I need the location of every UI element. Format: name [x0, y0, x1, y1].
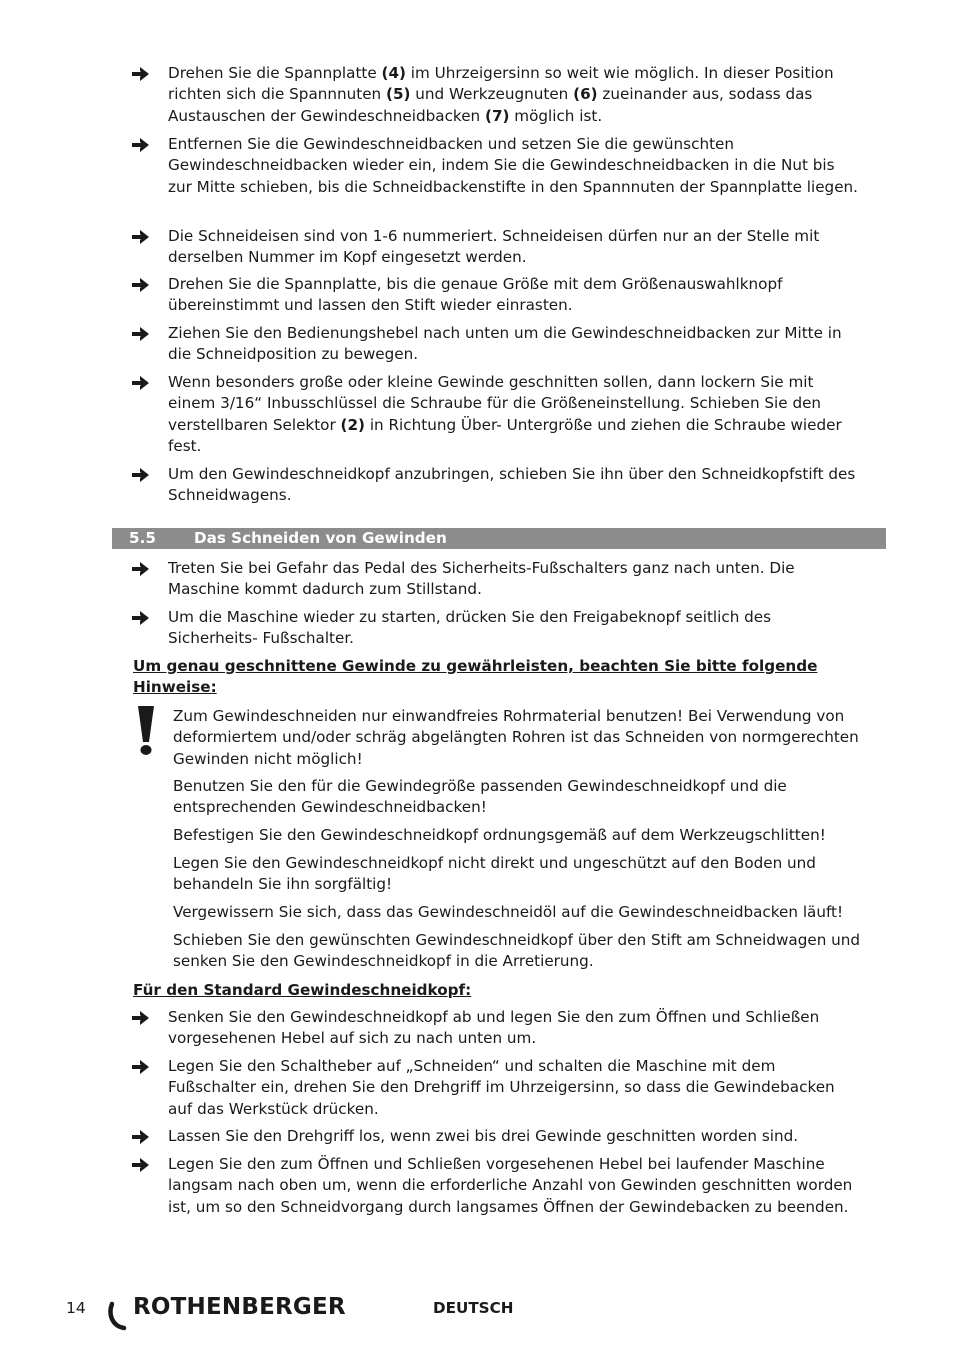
bullet-standard-text	[168, 1126, 862, 1147]
text-segment: und Werkzeugnuten	[410, 85, 574, 104]
part-reference: (5)	[386, 85, 411, 104]
warning-text: Zum Gewindeschneiden nur einwandfreies Rohrmaterial benutzen! Bei Verwendung von deformiertem und/oder schräg abgelängten Rohren ist das Schneiden von normgerechten Gewinden nicht möglich!	[173, 707, 859, 768]
text-segment: Lassen Sie den Drehgriff los, wenn zwei bis drei Gewinde geschnitten worden sind.	[168, 1127, 799, 1145]
text-segment: Ziehen Sie den Bedienungshebel nach unten um die Gewindeschneidbacken zur Mitte in die Schneidposition zu bewegen.	[168, 324, 842, 364]
brand-name: ROTHENBERGER	[133, 1294, 346, 1320]
language-label: DEUTSCH	[433, 1299, 514, 1317]
text-segment: Die Schneideisen sind von 1-6 nummeriert. Schneideisen dürfen nur an der Stelle mit derselben Nummer im Kopf eingesetzt werden.	[168, 227, 820, 267]
part-reference: (7)	[485, 106, 510, 125]
bullet-standard-text	[168, 1154, 862, 1218]
text-segment: Drehen Sie die Spannplatte	[168, 64, 382, 82]
bullet-top-item	[132, 274, 862, 317]
warning-text: Vergewissern Sie sich, dass das Gewindeschneidöl auf die Gewindeschneidbacken läuft!	[173, 903, 844, 921]
text-segment: in Richtung Über- Untergröße und ziehen die Schraube wieder fest.	[168, 415, 842, 455]
bullet-section-text	[168, 558, 862, 601]
arrow-right-icon	[132, 468, 150, 482]
bullet-top-item	[132, 323, 862, 366]
bullet-section-text	[168, 607, 862, 650]
arrow-right-icon	[132, 138, 150, 152]
section-title: Das Schneiden von Gewinden	[194, 529, 447, 547]
bullet-top-item	[132, 464, 862, 507]
text-segment: im Uhrzeigersinn so weit wie möglich. In dieser Position richten sich die Spannnuten	[168, 64, 834, 104]
bullet-standard-item	[132, 1154, 862, 1218]
text-segment: Legen Sie den zum Öffnen und Schließen vorgesehenen Hebel bei laufender Maschine langsam nach oben um, wenn die erforderliche Anzahl von Gewinden geschnitten worden ist, um so den Schneidvorgang durch langsames Öffnen der Gewindebacken zu beenden.	[168, 1155, 853, 1216]
arrow-right-icon	[132, 1011, 150, 1025]
bullet-top-text	[168, 372, 862, 457]
text-segment: Legen Sie den Schaltheber auf „Schneiden“ und schalten die Maschine mit dem Fußschalter ein, drehen Sie den Drehgriff im Uhrzeigersinn, so dass die Gewindebacken auf das Werkstück drücken.	[168, 1057, 835, 1118]
bullet-top-item	[132, 372, 862, 457]
arrow-right-icon	[132, 1158, 150, 1172]
bullet-top-text	[168, 274, 862, 317]
standard-heading: Für den Standard Gewindeschneidkopf:	[133, 981, 472, 999]
bullet-section-item	[132, 558, 862, 601]
text-segment: Treten Sie bei Gefahr das Pedal des Sicherheits-Fußschalters ganz nach unten. Die Maschine kommt dadurch zum Stillstand.	[168, 559, 795, 599]
text-segment: Um die Maschine wieder zu starten, drücken Sie den Freigabeknopf seitlich des Sicherheits- Fußschalter.	[168, 608, 772, 648]
rothenberger-logo	[106, 1290, 346, 1334]
arrow-right-icon	[132, 278, 150, 292]
bullet-standard-item	[132, 1007, 862, 1050]
text-segment: Drehen Sie die Spannplatte, bis die genaue Größe mit dem Größenauswahlknopf übereinstimmt und lassen den Stift wieder einrasten.	[168, 275, 783, 315]
bullet-top-text	[168, 464, 862, 507]
text-segment: möglich ist.	[509, 106, 603, 125]
section-number: 5.5	[129, 529, 156, 547]
bullet-standard-text	[168, 1056, 862, 1120]
part-reference: (6)	[573, 85, 598, 104]
bullet-top-item	[132, 63, 862, 127]
arrow-right-icon	[132, 327, 150, 341]
bullet-top-item	[132, 226, 862, 269]
bullet-section-item	[132, 607, 862, 650]
bullet-top-text	[168, 134, 862, 198]
bullet-standard-item	[132, 1056, 862, 1120]
arrow-right-icon	[132, 376, 150, 390]
arrow-right-icon	[132, 230, 150, 244]
text-segment: Senken Sie den Gewindeschneidkopf ab und legen Sie den zum Öffnen und Schließen vorgesehenen Hebel auf sich zu nach unten um.	[168, 1008, 820, 1048]
bullet-standard-text	[168, 1007, 862, 1050]
text-segment: zueinander aus, sodass das Austauschen der Gewindeschneidbacken	[168, 85, 813, 125]
warning-text: Legen Sie den Gewindeschneidkopf nicht direkt und ungeschützt auf den Boden und behandeln Sie ihn sorgfältig!	[173, 854, 816, 894]
bullet-top-text	[168, 226, 862, 269]
bullet-top-item	[132, 134, 862, 198]
text-segment: Entfernen Sie die Gewindeschneidbacken und setzen Sie die gewünschten Gewindeschneidbacken wieder ein, indem Sie die Gewindeschneidbacken in die Nut bis zur Mitte schieben, bis die Schneidbackenstifte in den Spannnuten der Spannplatte liegen.	[168, 135, 858, 196]
hint-heading: Um genau geschnittene Gewinde zu gewährleisten, beachten Sie bitte folgende Hinweise:	[133, 657, 818, 697]
warning-text: Schieben Sie den gewünschten Gewindeschneidkopf über den Stift am Schneidwagen und senken Sie den Gewindeschneidkopf in die Arretierung.	[173, 931, 861, 971]
logo-swoosh-icon	[106, 1290, 136, 1334]
page-number: 14	[66, 1299, 86, 1317]
exclamation-icon	[136, 706, 156, 756]
arrow-right-icon	[132, 611, 150, 625]
text-segment: Wenn besonders große oder kleine Gewinde geschnitten sollen, dann lockern Sie mit einem 3/16“ Inbusschlüssel die Schraube für die Größeneinstellung. Schieben Sie den verstellbaren Selektor	[168, 373, 822, 434]
arrow-right-icon	[132, 562, 150, 576]
arrow-right-icon	[132, 1130, 150, 1144]
text-segment: Um den Gewindeschneidkopf anzubringen, schieben Sie ihn über den Schneidkopfstift des Schneidwagens.	[168, 465, 856, 505]
bullet-standard-item	[132, 1126, 862, 1147]
bullet-top-text	[168, 323, 862, 366]
arrow-right-icon	[132, 1060, 150, 1074]
warning-text: Befestigen Sie den Gewindeschneidkopf ordnungsgemäß auf dem Werkzeugschlitten!	[173, 826, 826, 844]
part-reference: (2)	[340, 415, 365, 434]
section-header	[112, 528, 886, 549]
bullet-top-text	[168, 63, 862, 127]
warning-text: Benutzen Sie den für die Gewindegröße passenden Gewindeschneidkopf und die entsprechenden Gewindeschneidbacken!	[173, 777, 787, 817]
arrow-right-icon	[132, 67, 150, 81]
part-reference: (4)	[381, 64, 406, 82]
